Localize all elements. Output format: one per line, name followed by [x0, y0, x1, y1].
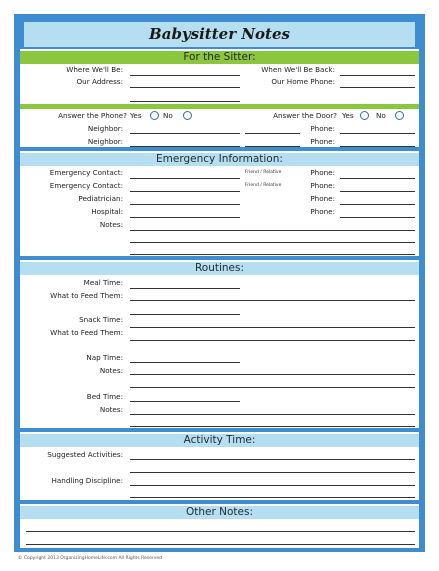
our-address-field-1[interactable] — [130, 87, 240, 88]
activity-panel — [20, 432, 419, 500]
neighbor-field-1[interactable] — [130, 133, 240, 134]
nap-time-field[interactable] — [130, 362, 240, 363]
meal-feed-label: What to Feed Them: — [50, 291, 123, 300]
meal-time-label: Meal Time: — [83, 278, 123, 287]
emergency-contact-label-2: Emergency Contact: — [49, 181, 123, 190]
hospital-phone-label: Phone: — [310, 207, 335, 216]
emergency-notes-line-1[interactable] — [130, 230, 415, 231]
pediatrician-phone-field[interactable] — [340, 204, 415, 205]
neighbor-field-1b[interactable] — [245, 133, 300, 134]
hospital-field[interactable] — [130, 217, 240, 218]
page-title: Babysitter Notes — [24, 22, 415, 47]
neighbor-field-2b[interactable] — [245, 146, 300, 147]
our-home-phone-field[interactable] — [340, 87, 415, 88]
neighbor-phone-field-1[interactable] — [340, 133, 415, 134]
friend-relative-2: Friend / Relative — [245, 183, 282, 188]
discipline-label: Handling Discipline: — [51, 476, 123, 485]
answer-phone-no-radio[interactable] — [183, 111, 192, 120]
emergency-panel — [20, 151, 419, 256]
neighbor-phone-label-1: Phone: — [310, 124, 335, 133]
emergency-notes-line-2[interactable] — [130, 242, 415, 243]
answer-phone-no: No — [163, 111, 173, 120]
neighbor-phone-field-2[interactable] — [340, 146, 415, 147]
emergency-notes-label: Notes: — [99, 220, 123, 229]
neighbor-label-2: Neighbor: — [87, 137, 123, 146]
discipline-line-1[interactable] — [130, 485, 415, 486]
activity-header: Activity Time: — [20, 434, 419, 447]
pediatrician-field[interactable] — [130, 204, 240, 205]
suggested-activities-label: Suggested Activities: — [47, 450, 123, 459]
answer-door-no-radio[interactable] — [395, 111, 404, 120]
meal-feed-line-1[interactable] — [130, 300, 415, 301]
emergency-contact-label-1: Emergency Contact: — [49, 168, 123, 177]
other-notes-line-2[interactable] — [26, 544, 415, 545]
suggested-line-1[interactable] — [130, 459, 415, 460]
our-address-field-2[interactable] — [130, 101, 240, 102]
emergency-header: Emergency Information: — [20, 153, 419, 166]
where-well-be-field[interactable] — [130, 75, 240, 76]
routines-header: Routines: — [20, 262, 419, 275]
snack-time-field[interactable] — [130, 314, 240, 315]
snack-feed-line-1[interactable] — [130, 327, 415, 328]
our-home-phone-label: Our Home Phone: — [271, 77, 335, 86]
emergency-notes-line-3[interactable] — [130, 254, 415, 255]
bed-time-label: Bed Time: — [86, 392, 123, 401]
nap-notes-line-2[interactable] — [130, 387, 415, 388]
suggested-line-2[interactable] — [130, 472, 415, 473]
snack-time-label: Snack Time: — [79, 315, 123, 324]
sitter-divider — [20, 104, 419, 109]
neighbor-field-2[interactable] — [130, 146, 240, 147]
nap-time-label: Nap Time: — [86, 353, 123, 362]
neighbor-phone-label-2: Phone: — [310, 137, 335, 146]
meal-time-field[interactable] — [130, 288, 240, 289]
pediatrician-phone-label: Phone: — [310, 194, 335, 203]
emergency-phone-field-2[interactable] — [340, 191, 415, 192]
answer-door-label: Answer the Door? — [273, 111, 337, 120]
snack-feed-label: What to Feed Them: — [50, 328, 123, 337]
answer-phone-yes-radio[interactable] — [150, 111, 159, 120]
hospital-phone-field[interactable] — [340, 217, 415, 218]
emergency-phone-label-2: Phone: — [310, 181, 335, 190]
copyright: © Copyright 2013 OrganizingHomeLife.com All Rights Reserved — [18, 556, 163, 561]
nap-notes-label: Notes: — [99, 366, 123, 375]
bed-notes-line-2[interactable] — [130, 426, 415, 427]
answer-phone-yes: Yes — [130, 111, 142, 120]
sitter-panel — [20, 49, 419, 147]
friend-relative-1: Friend / Relative — [245, 170, 282, 175]
where-well-be-label: Where We'll Be: — [66, 65, 123, 74]
neighbor-label-1: Neighbor: — [87, 124, 123, 133]
answer-door-no: No — [376, 111, 386, 120]
other-notes-line-1[interactable] — [26, 531, 415, 532]
answer-door-yes-radio[interactable] — [360, 111, 369, 120]
answer-phone-label: Answer the Phone? — [58, 111, 127, 120]
bed-time-field[interactable] — [130, 401, 240, 402]
other-notes-panel — [20, 504, 419, 548]
emergency-phone-label-1: Phone: — [310, 168, 335, 177]
our-address-label: Our Address: — [76, 77, 123, 86]
discipline-line-2[interactable] — [130, 497, 415, 498]
emergency-contact-field-1[interactable] — [130, 178, 240, 179]
snack-feed-line-2[interactable] — [130, 340, 415, 341]
bed-notes-label: Notes: — [99, 405, 123, 414]
other-notes-header: Other Notes: — [20, 506, 419, 519]
emergency-contact-field-2[interactable] — [130, 191, 240, 192]
when-back-label: When We'll Be Back: — [261, 65, 335, 74]
bed-notes-line-1[interactable] — [130, 414, 415, 415]
routines-panel — [20, 260, 419, 428]
hospital-label: Hospital: — [91, 207, 123, 216]
emergency-phone-field-1[interactable] — [340, 178, 415, 179]
nap-notes-line-1[interactable] — [130, 374, 415, 375]
sitter-header: For the Sitter: — [20, 51, 419, 64]
pediatrician-label: Pediatrician: — [78, 194, 123, 203]
answer-door-yes: Yes — [342, 111, 354, 120]
when-back-field[interactable] — [340, 75, 415, 76]
